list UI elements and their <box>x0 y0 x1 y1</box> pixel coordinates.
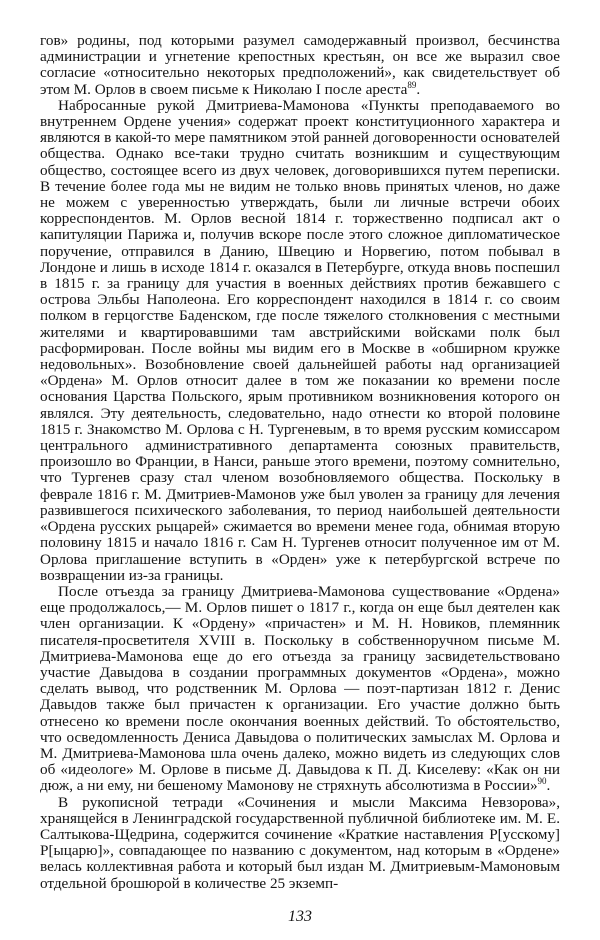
text-segment: После отъезда за границу Дмитриева-Мамонова существование «Ордена» еще продолжалось,— М. Орлов пишет о 1817 г., когда он еще был деятелен как член организации. К «Ордену» «причастен» и М. Н. Новиков, племянник писателя-просветителя XVIII в. Поскольку в собственноручном письме М. Дмитриева-Мамонова еще до его отъезда за границу засвидетельствовано участие Давыдова в создании программных документов «Ордена», можно сделать вывод, что родственник М. Орлова — поэт-партизан 1812 г. Денис Давыдов также был причастен к организации. Его участие должно быть отнесено ко времени после окончания военных действий. То обстоятельство, что осведомленность Дениса Давыдова о политических замыслах М. Орлова и М. Дмитриева-Мамонова шла очень далеко, можно видеть из следующих слов об «идеологе» М. Орлове в письме Д. Давыдова к П. Д. Киселеву: «Как он ни дюж, а ни ему, ни бешеному Мамонову не стряхнуть абсолютизма в России» <box>40 582 560 795</box>
footnote-ref-89: 89 <box>407 79 417 90</box>
paragraph-2 <box>40 98 560 584</box>
text-segment: . <box>416 80 421 98</box>
footnote-ref-90: 90 <box>537 776 547 787</box>
text-segment: . <box>546 777 551 795</box>
paragraph-1 <box>40 33 560 98</box>
text-segment: Набросанные рукой Дмитриева-Мамонова «Пункты преподаваемого во внутреннем Ордене учения» содержат проект конституционного характера и являются в какой-то мере памятником этой ранней договоренности основателей общества. Однако все-таки трудно считать возникшим и существующим общество, состоящее всего из двух человек, договорившихся путем переписки. В течение более года мы не видим не только вновь принятых членов, но даже не можем с уверенностью утверждать, были ли личные встречи обоих корреспондентов. М. Орлов весной 1814 г. торжественно подписал акт о капитуляции Парижа и, получив вскоре после этого сложное дипломатическое поручение, отправился в Данию, Швецию и Норвегию, потом побывал в Лондоне и лишь в исходе 1814 г. оказался в Петербурге, откуда вновь поспешил в 1815 г. за границу для участия в военных действиях против бежавшего с острова Эльбы Наполеона. Его корреспондент находился в 1814 г. со своим полком в герцогстве Баденском, где после тяжелого столкновения с местными жителями и квартировавшими там австрийскими войсками полк был расформирован. После войны мы видим его в Москве в «обширном кружке недовольных». Возобновление своей дальнейшей работы над организацией «Ордена» М. Орлов относит далее в том же показании ко времени после основания Царства Польского, ярым противником возникновения которого он являлся. Эту деятельность, следовательно, надо отнести ко второй половине 1815 г. Знакомство М. Орлова с Н. Тургеневым, в то время русским комиссаром центрального административного департамента союзных правительств, произошло во Франции, в Нанси, раньше этого времени, поэтому сомнительно, что Тургенев сразу стал членом возобновляемого общества. Поскольку в феврале 1816 г. М. Дмитриев-Мамонов уже был уволен за границу для лечения развившегося психического заболевания, то период наибольшей деятельности «Ордена русских рыцарей» сжимается во времени менее года, обнимая вторую половину 1815 и начало 1816 г. Сам Н. Тургенев относит полученное им от М. Орлова приглашение вступить в «Орден» уже к петербургской встрече по возвращении из-за границы. <box>40 96 560 584</box>
body-text <box>40 33 560 892</box>
text-segment: В рукописной тетради «Сочинения и мысли Максима Невзорова», хранящейся в Ленинградской государственной публичной библиотеке им. М. Е. Салтыкова-Щедрина, содержится сочинение «Краткие наставления Р[усскому] Р[ыцарю]», совпадающее по названию с документом, над которым в «Ордене» велась коллективная работа и который был издан М. Дмитриевым-Мамоновым отдельной брошюрой в количестве 25 экземп- <box>40 793 560 892</box>
page-number: 133 <box>288 908 312 925</box>
paragraph-3 <box>40 584 560 795</box>
text-segment: гов» родины, под которыми разумел самодержавный произвол, бесчинства администрации и угнетение крепостных крестьян, он все же выразил свое согласие «относительно некоторых предположений», как свидетельствует об этом М. Орлов в своем письме к Николаю I после ареста <box>40 32 560 98</box>
paragraph-4 <box>40 795 560 892</box>
